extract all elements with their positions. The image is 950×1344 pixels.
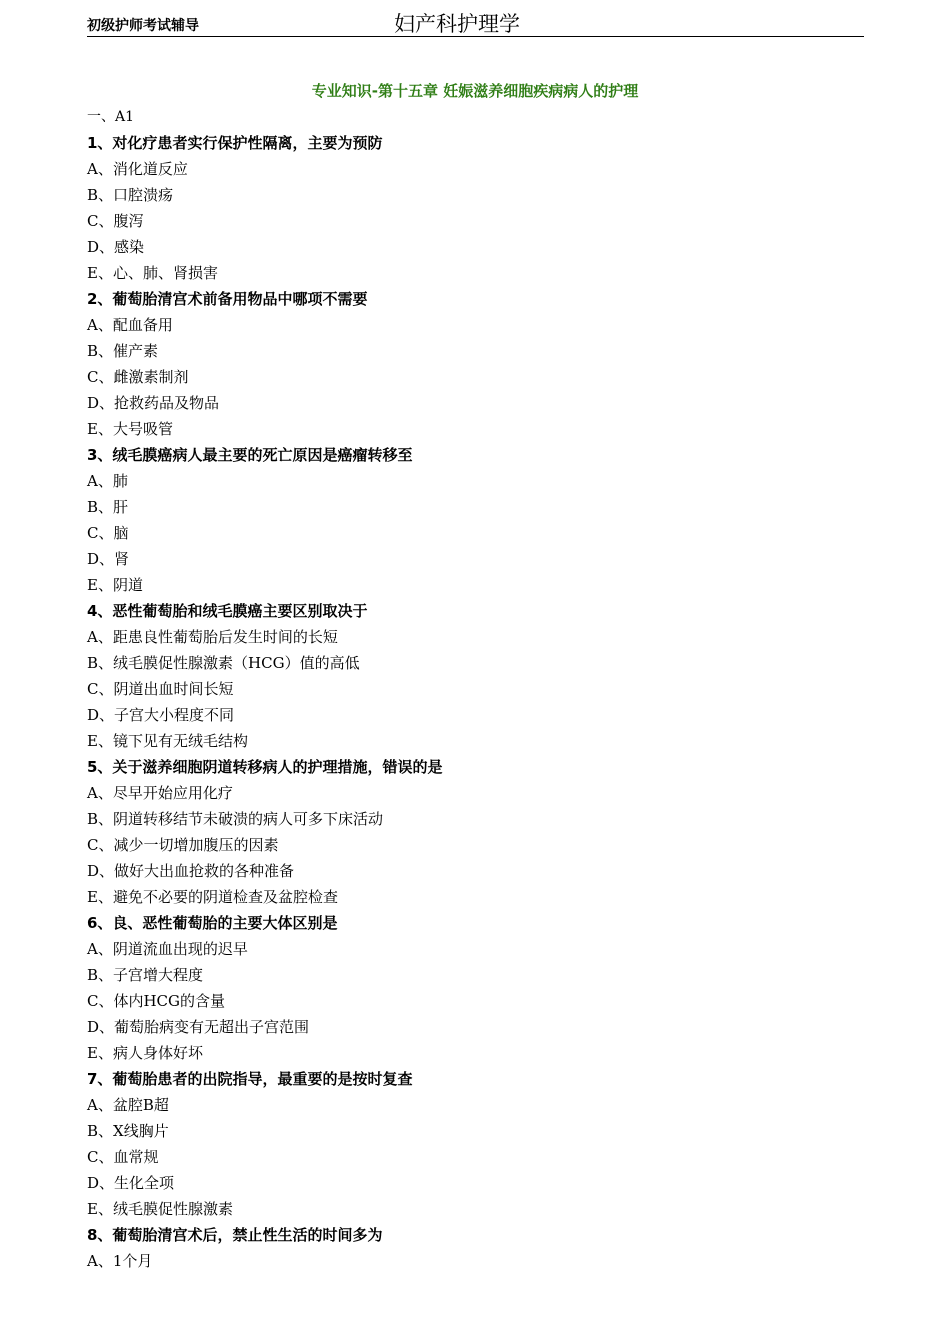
question-text: 6、良、恶性葡萄胎的主要大体区别是 <box>87 914 338 932</box>
answer-option: B、阴道转移结节未破溃的病人可多下床活动 <box>87 810 384 828</box>
answer-option: C、阴道出血时间长短 <box>87 680 234 698</box>
answer-option: A、盆腔B超 <box>87 1096 169 1114</box>
answer-option: D、生化全项 <box>87 1174 175 1192</box>
answer-option: B、子宫增大程度 <box>87 966 204 984</box>
answer-option: A、距患良性葡萄胎后发生时间的长短 <box>87 628 338 646</box>
answer-option: C、脑 <box>87 524 129 542</box>
answer-option: B、X线胸片 <box>87 1122 169 1140</box>
answer-option: D、肾 <box>87 550 130 568</box>
answer-option: C、腹泻 <box>87 212 144 230</box>
chapter-title: 专业知识-第十五章 妊娠滋养细胞疾病病人的护理 <box>311 82 639 100</box>
answer-option: E、大号吸管 <box>87 420 173 438</box>
question-text: 4、恶性葡萄胎和绒毛膜癌主要区别取决于 <box>87 602 368 620</box>
header-subject-title: 妇产科护理学 <box>394 12 520 36</box>
answer-option: A、尽早开始应用化疗 <box>87 784 233 802</box>
question-text: 7、葡萄胎患者的出院指导，最重要的是按时复查 <box>87 1070 413 1088</box>
answer-option: A、1个月 <box>87 1252 153 1270</box>
questions-container <box>87 130 864 1274</box>
answer-option: B、催产素 <box>87 342 159 360</box>
answer-option: D、抢救药品及物品 <box>87 394 220 412</box>
answer-option: E、镜下见有无绒毛结构 <box>87 732 248 750</box>
answer-option: E、病人身体好坏 <box>87 1044 203 1062</box>
question-text: 3、绒毛膜癌病人最主要的死亡原因是癌瘤转移至 <box>87 446 413 464</box>
page-header <box>87 8 864 37</box>
answer-option: A、配血备用 <box>87 316 173 334</box>
answer-option: D、感染 <box>87 238 145 256</box>
header-left-text: 初级护师考试辅导 <box>87 18 199 34</box>
answer-option: E、心、肺、肾损害 <box>87 264 218 282</box>
answer-option: E、避免不必要的阴道检查及盆腔检查 <box>87 888 338 906</box>
section-label: 一、A1 <box>87 109 135 125</box>
question-text: 1、对化疗患者实行保护性隔离，主要为预防 <box>87 134 383 152</box>
answer-option: D、葡萄胎病变有无超出子宫范围 <box>87 1018 310 1036</box>
question-text: 5、关于滋养细胞阴道转移病人的护理措施，错误的是 <box>87 758 443 776</box>
answer-option: B、肝 <box>87 498 129 516</box>
question-list <box>87 104 864 1274</box>
answer-option: A、消化道反应 <box>87 160 188 178</box>
answer-option: B、绒毛膜促性腺激素（HCG）值的高低 <box>87 654 360 672</box>
answer-option: A、肺 <box>87 472 128 490</box>
answer-option: C、体内HCG的含量 <box>87 992 226 1010</box>
answer-option: C、血常规 <box>87 1148 159 1166</box>
question-text: 2、葡萄胎清宫术前备用物品中哪项不需要 <box>87 290 368 308</box>
answer-option: E、绒毛膜促性腺激素 <box>87 1200 233 1218</box>
answer-option: B、口腔溃疡 <box>87 186 174 204</box>
answer-option: D、做好大出血抢救的各种准备 <box>87 862 295 880</box>
answer-option: E、阴道 <box>87 576 143 594</box>
answer-option: C、雌激素制剂 <box>87 368 189 386</box>
question-text: 8、葡萄胎清宫术后，禁止性生活的时间多为 <box>87 1226 383 1244</box>
answer-option: A、阴道流血出现的迟早 <box>87 940 248 958</box>
answer-option: C、减少一切增加腹压的因素 <box>87 836 279 854</box>
answer-option: D、子宫大小程度不同 <box>87 706 235 724</box>
